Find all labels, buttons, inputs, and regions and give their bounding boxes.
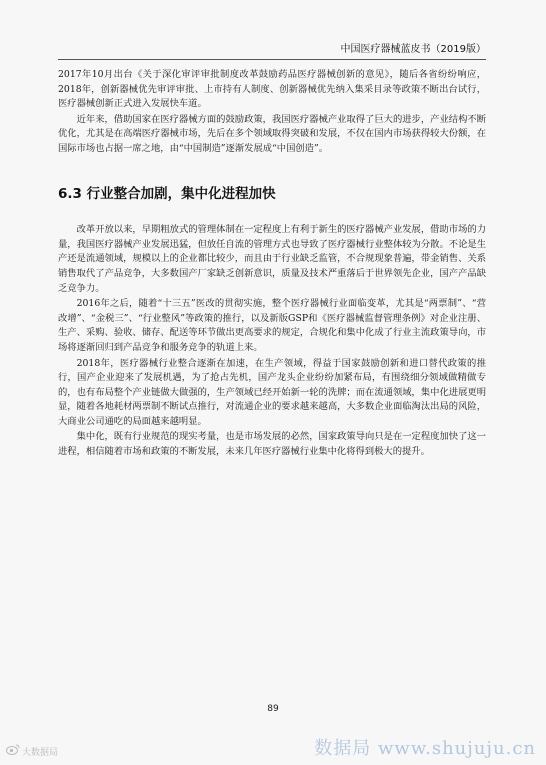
paragraph: 改革开放以来，早期粗放式的管理体制在一定程度上有利于新生的医疗器械产业发展，借助市场的力量，我国医疗器械产业发展迅猛，但放任自流的管理方式也导致了医疗器械行业整体较为分散。不论是生产还是流通领域，规模以上的企业都比较少，而且由于行业缺乏监管，不合规现象普遍，带金销售、关系销售取代了产品竞争，大多数国产厂家缺乏创新意识，质量及技术严重落后于世界领先企业，国产产品缺乏竞争力。: [58, 224, 486, 294]
paragraph: 近年来，借助国家在医疗器械方面的鼓励政策，我国医疗器械产业取得了巨大的进步，产业结构不断优化，尤其是在高端医疗器械市场，先后在多个领域取得突破和发展，不仅在国内市场获得较大份额，在国际市场也占据一席之地，由“中国制造”逐渐发展成“中国创造”。: [58, 113, 486, 154]
watermark-left: [6, 744, 58, 758]
watermark-right: 数据局 www.shujuju.cn: [314, 738, 536, 759]
paragraph: 2016年之后，随着“十三五”医改的贯彻实施，整个医疗器械行业面临变革，尤其是“两票制”、“营改增”、“金税三”、“行业整风”等政策的推行，以及新版GSP和《医疗器械监督管理条例》对企业注册、生产、采购、验收、储存、配送等环节做出更高要求的规定，合规化和集中化成了行业主流政策导向，市场将逐渐回归到产品竞争和服务竞争的轨道上来。: [58, 298, 486, 353]
running-header: 中国医疗器械蓝皮书（2019版）: [58, 40, 486, 60]
watermark-left-text: 大数据局: [22, 747, 59, 758]
page-number: 89: [267, 704, 279, 714]
paragraph: 集中化，既有行业规范的现实考量，也是市场发展的必然，国家政策导向只是在一定程度加快了这一进程，相信随着市场和政策的不断发展，未来几年医疗器械行业集中化将得到极大的提升。: [58, 431, 486, 458]
weibo-logo-icon: [6, 744, 20, 758]
page-content: [58, 68, 486, 461]
paragraph: 2018年，医疗器械行业整合逐渐在加速，在生产领域，得益于国家鼓励创新和进口替代政策的推行，国产企业迎来了发展机遇，为了抢占先机，国产龙头企业纷纷加紧布局，有围绕细分领域做精做专的，也有布局整个产业链做大做强的，生产领域已经开始新一轮的洗牌；而在流通领域，集中化进展更明显，随着各地耗材两票制不断试点推行，对流通企业的要求越来越高，大多数企业面临淘汰出局的风险，大商业公司通吃的局面越来越明显。: [58, 357, 486, 427]
section-heading: 6.3 行业整合加剧，集中化进程加快: [58, 185, 276, 202]
paragraph: 2017年10月出台《关于深化审评审批制度改革鼓励药品医疗器械创新的意见》，随后各省纷纷响应，2018年，创新器械优先审评审批、上市持有人制度、创新器械优先纳入集采目录等政策不断出台试行，医疗器械创新正式进入发展快车道。: [58, 69, 486, 110]
